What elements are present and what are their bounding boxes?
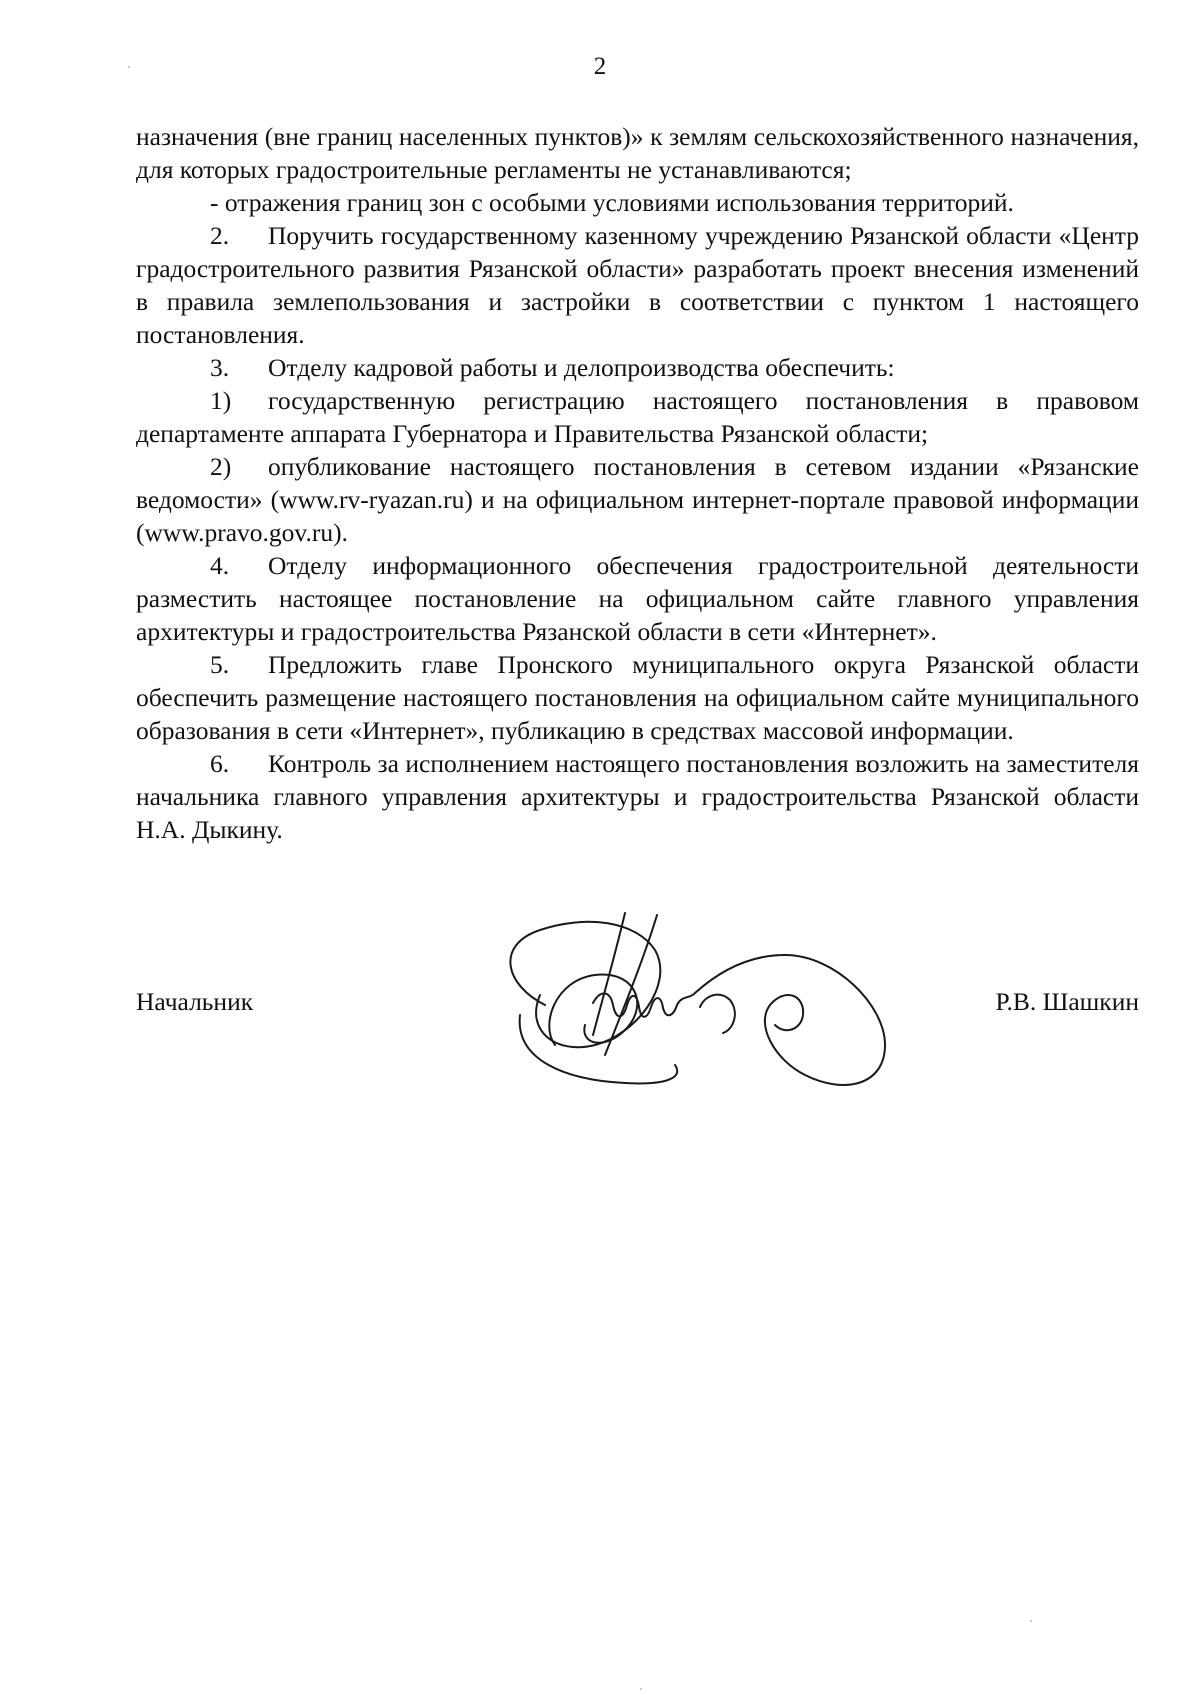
paragraph-text: Поручить государственному казенному учреждению Рязанской области «Центр градостроительного развития Рязанской области» разработать проект внесения изменений в правила землепользования и застройки в соответствии с пунктом 1 настоящего постановления. <box>136 221 1139 349</box>
paragraph-number: 2) <box>210 452 232 481</box>
paragraph-text: Контроль за исполнением настоящего постановления возложить на заместителя начальника главного управления архитектуры и градостроительства Рязанской области Н.А. Дыкину. <box>136 749 1139 844</box>
document-body <box>136 120 1139 846</box>
paragraph-p5 <box>136 648 1139 747</box>
paragraph-number: 3. <box>210 353 230 382</box>
paragraph-p2 <box>136 219 1139 351</box>
paragraph-p4 <box>136 549 1139 648</box>
signature-block <box>136 985 1139 1025</box>
paragraph-number: 6. <box>210 749 230 778</box>
paragraph-text: назначения (вне границ населенных пунктов)» к землям сельскохозяйственного назначения, для которых градостроительные регламенты не устанавливаются; <box>136 122 1139 184</box>
paragraph-dash <box>136 186 1139 219</box>
paragraph-text: - отражения границ зон с особыми условиями использования территорий. <box>210 188 1014 217</box>
paragraph-text: опубликование настоящего постановления в сетевом издании «Рязанские ведомости» (www.rv-ryazan.ru) и на официальном интернет-портале правовой информации (www.pravo.gov.ru). <box>136 452 1139 547</box>
paragraph-p3_2 <box>136 450 1139 549</box>
paragraph-number: 2. <box>210 221 230 250</box>
paragraph-p6 <box>136 747 1139 846</box>
paragraph-cont <box>136 120 1139 186</box>
paragraph-number: 5. <box>210 650 230 679</box>
paragraph-number: 4. <box>210 551 230 580</box>
paragraph-p3 <box>136 351 1139 384</box>
page-number: 2 <box>593 53 607 80</box>
paragraph-p3_1 <box>136 384 1139 450</box>
signer-position: Начальник <box>136 987 254 1016</box>
scan-speck <box>1030 1620 1032 1622</box>
paragraph-text: Предложить главе Пронского муниципального округа Рязанской области обеспечить размещение настоящего постановления на официальном сайте муниципального образования в сети «Интернет», публикацию в средствах массовой информации. <box>136 650 1139 745</box>
scan-speck <box>640 1688 642 1690</box>
scan-speck <box>128 66 130 68</box>
paragraph-text: Отделу кадровой работы и делопроизводства обеспечить: <box>268 353 895 382</box>
paragraph-text: государственную регистрацию настоящего постановления в правовом департаменте аппарата Губернатора и Правительства Рязанской области; <box>136 386 1139 448</box>
paragraph-number: 1) <box>210 386 232 415</box>
signer-name: Р.В. Шашкин <box>995 987 1139 1016</box>
paragraph-text: Отделу информационного обеспечения градостроительной деятельности разместить настоящее постановление на официальном сайте главного управления архитектуры и градостроительства Рязанской области в сети «Интернет». <box>136 551 1139 646</box>
